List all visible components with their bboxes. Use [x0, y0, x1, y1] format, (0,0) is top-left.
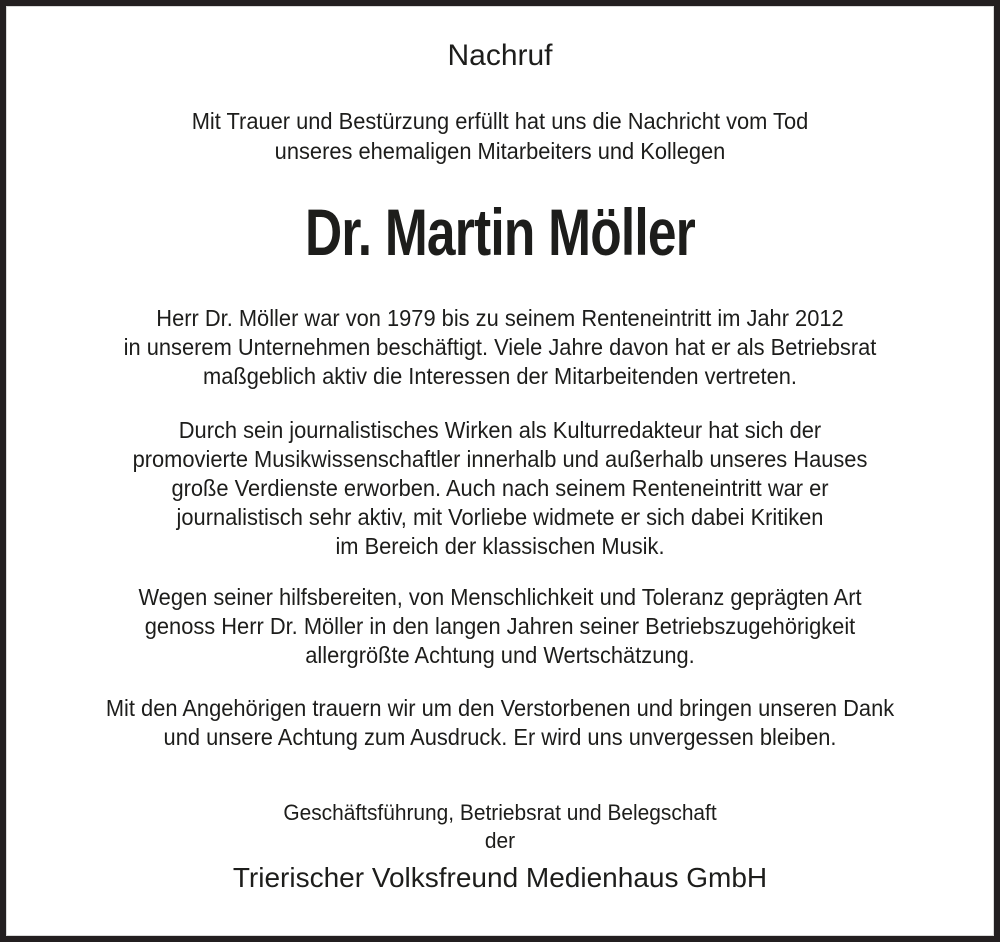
- paragraph-line: Durch sein journalistisches Wirken als Kulturredakteur hat sich der: [178, 417, 822, 443]
- paragraph-line: promovierte Musikwissenschaftler innerhalb und außerhalb unseres Hauses: [132, 446, 868, 472]
- deceased-name: Dr. Martin Möller: [304, 195, 696, 269]
- obituary-paragraph: [31, 694, 970, 752]
- paragraph-line: genoss Herr Dr. Möller in den langen Jahren seiner Betriebszugehörigkeit: [144, 613, 856, 639]
- paragraph-line: maßgeblich aktiv die Interessen der Mitarbeitenden vertreten.: [203, 363, 797, 389]
- paragraph-line: Mit den Angehörigen trauern wir um den Verstorbenen und bringen unseren Dank: [105, 695, 895, 721]
- paragraph-line: in unserem Unternehmen beschäftigt. Viele Jahre davon hat er als Betriebsrat: [123, 334, 877, 360]
- notice-title: Nachruf: [447, 39, 553, 72]
- paragraph-line: Wegen seiner hilfsbereiten, von Menschlichkeit und Toleranz geprägten Art: [138, 584, 862, 610]
- intro-line: Mit Trauer und Bestürzung erfüllt hat uns die Nachricht vom Tod: [191, 108, 809, 134]
- paragraph-line: Herr Dr. Möller war von 1979 bis zu seinem Renteneintritt im Jahr 2012: [156, 305, 844, 331]
- paragraph-line: im Bereich der klassischen Musik.: [335, 533, 665, 559]
- intro-line: unseres ehemaligen Mitarbeiters und Kollegen: [274, 138, 726, 164]
- signature-from: Geschäftsführung, Betriebsrat und Belegschaft: [283, 800, 717, 825]
- paragraph-line: journalistisch sehr aktiv, mit Vorliebe widmete er sich dabei Kritiken: [176, 504, 824, 530]
- paragraph-line: große Verdienste erworben. Auch nach seinem Renteneintritt war er: [171, 475, 829, 501]
- signature-connector: der: [484, 828, 516, 853]
- obituary-paragraph: [31, 583, 970, 670]
- intro-text: [31, 106, 970, 166]
- paragraph-line: und unsere Achtung zum Ausdruck. Er wird uns unvergessen bleiben.: [163, 724, 837, 750]
- signature-company: Trierischer Volksfreund Medienhaus GmbH: [232, 862, 768, 893]
- obituary-paragraph: [31, 416, 970, 561]
- signature-block: [6, 799, 994, 895]
- paragraph-line: allergrößte Achtung und Wertschätzung.: [305, 642, 695, 668]
- obituary-paragraph: [31, 304, 970, 391]
